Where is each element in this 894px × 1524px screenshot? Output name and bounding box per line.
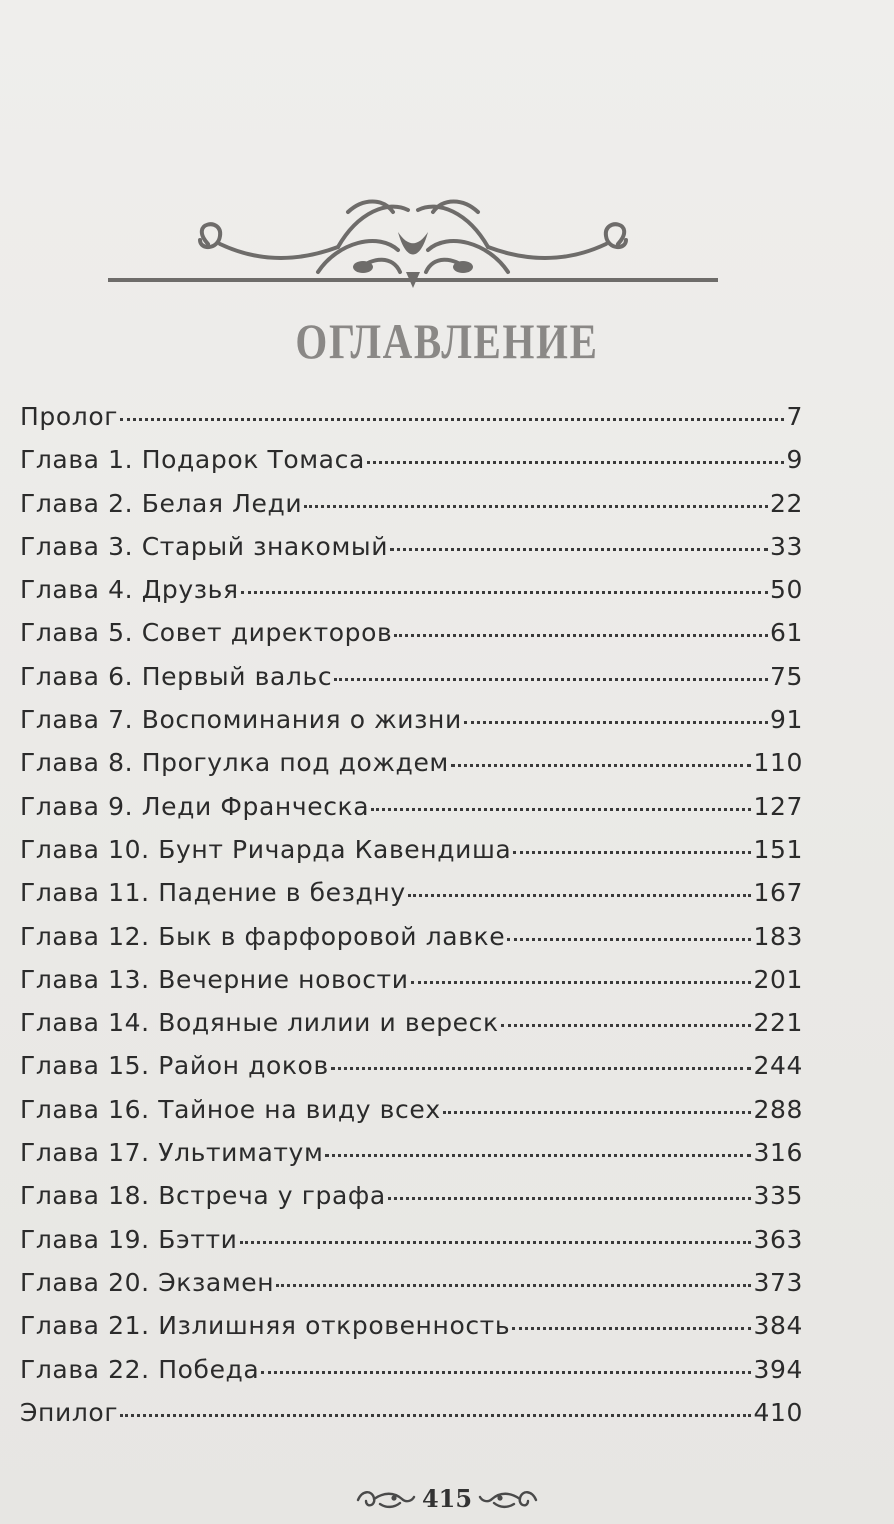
toc-entry-title: Глава 3. Старый знакомый [20,531,389,561]
toc-row [20,1095,803,1138]
toc-row [20,878,803,921]
dot-leader [304,505,768,508]
toc-entry-title: Глава 16. Тайное на виду всех [20,1094,441,1124]
dot-leader [276,1284,751,1287]
dot-leader [371,808,751,811]
footer-flourish-right-icon [478,1486,540,1512]
toc-row [20,1268,803,1311]
toc-entry-page: 61 [769,618,803,648]
toc-entry-title: Глава 4. Друзья [20,575,239,605]
dot-leader [331,1067,752,1070]
toc-row [20,1181,803,1224]
toc-row [20,835,803,878]
dot-leader [451,764,752,767]
toc-entry-title: Глава 12. Бык в фарфоровой лавке [20,921,506,951]
page-footer [0,1484,894,1513]
dot-leader [408,894,752,897]
toc-entry-title: Глава 18. Встреча у графа [20,1181,386,1211]
dot-leader [240,1241,752,1244]
toc-entry-title: Глава 22. Победа [20,1354,260,1384]
toc-entry-title: Глава 19. Бэтти [20,1224,238,1254]
toc-entry-page: 244 [753,1051,803,1081]
dot-leader [411,981,752,984]
toc-row [20,445,803,488]
dot-leader [367,461,785,464]
toc-entry-page: 22 [769,488,803,518]
toc-entry-title: Глава 6. Первый вальс [20,661,333,691]
toc-row [20,705,803,748]
toc-row [20,532,803,575]
table-of-contents [20,402,803,1441]
toc-entry-page: 373 [753,1267,803,1297]
toc-entry-page: 221 [753,1008,803,1038]
toc-row [20,662,803,705]
toc-entry-page: 288 [753,1094,803,1124]
dot-leader [507,938,751,941]
footer-flourish-left-icon [354,1486,416,1512]
toc-entry-title: Пролог [20,402,118,431]
toc-entry-title: Глава 2. Белая Леди [20,488,303,518]
dot-leader [261,1371,751,1374]
toc-entry-page: 316 [753,1138,803,1168]
toc-entry-page: 91 [769,705,803,735]
dot-leader [390,548,768,551]
dot-leader [464,721,768,724]
toc-entry-page: 127 [753,791,803,821]
toc-entry-title: Глава 20. Экзамен [20,1267,275,1297]
toc-entry-title: Глава 9. Леди Франческа [20,791,370,821]
toc-entry-page: 384 [753,1311,803,1341]
dot-leader [513,851,751,854]
dot-leader [334,678,768,681]
toc-row [20,489,803,532]
dot-leader [120,418,785,421]
toc-entry-title: Глава 10. Бунт Ричарда Кавендиша [20,834,512,864]
toc-row [20,1138,803,1181]
toc-row [20,402,803,445]
dot-leader [501,1024,752,1027]
toc-entry-page: 7 [786,402,803,431]
toc-entry-title: Глава 7. Воспоминания о жизни [20,705,462,735]
dot-leader [512,1327,751,1330]
toc-entry-title: Глава 11. Падение в бездну [20,878,406,908]
toc-row [20,1051,803,1094]
toc-row [20,575,803,618]
page-number: 415 [421,1484,473,1513]
toc-entry-title: Глава 17. Ультиматум [20,1138,324,1168]
dot-leader [443,1111,752,1114]
toc-row [20,618,803,661]
toc-entry-page: 75 [769,661,803,691]
toc-entry-title: Глава 1. Подарок Томаса [20,445,365,475]
toc-row [20,1355,803,1398]
toc-entry-page: 151 [753,834,803,864]
toc-entry-title: Глава 13. Вечерние новости [20,964,409,994]
dot-leader [241,591,768,594]
toc-entry-page: 394 [753,1354,803,1384]
toc-entry-title: Глава 21. Излишняя откровенность [20,1311,511,1341]
toc-row [20,965,803,1008]
toc-entry-page: 363 [753,1224,803,1254]
toc-row [20,1225,803,1268]
toc-entry-page: 110 [753,748,803,778]
toc-entry-title: Глава 14. Водяные лилии и вереск [20,1008,499,1038]
toc-entry-page: 410 [753,1397,803,1427]
dot-leader [388,1197,752,1200]
toc-entry-title: Глава 8. Прогулка под дождем [20,748,449,778]
toc-entry-title: Эпилог [20,1397,119,1427]
toc-entry-page: 50 [769,575,803,605]
toc-entry-page: 33 [769,531,803,561]
toc-row [20,922,803,965]
dot-leader [120,1414,751,1417]
toc-entry-page: 201 [753,964,803,994]
toc-entry-title: Глава 5. Совет директоров [20,618,393,648]
page-title: ОГЛАВЛЕНИЕ [295,313,599,369]
toc-entry-page: 183 [753,921,803,951]
toc-row [20,1311,803,1354]
toc-entry-page: 9 [786,445,803,475]
toc-row [20,1008,803,1051]
toc-entry-page: 167 [753,878,803,908]
toc-row [20,1398,803,1441]
toc-row [20,748,803,791]
decorative-ornament-icon [108,192,718,296]
toc-row [20,792,803,835]
toc-entry-page: 335 [753,1181,803,1211]
dot-leader [394,634,768,637]
dot-leader [325,1154,751,1157]
toc-entry-title: Глава 15. Район доков [20,1051,329,1081]
